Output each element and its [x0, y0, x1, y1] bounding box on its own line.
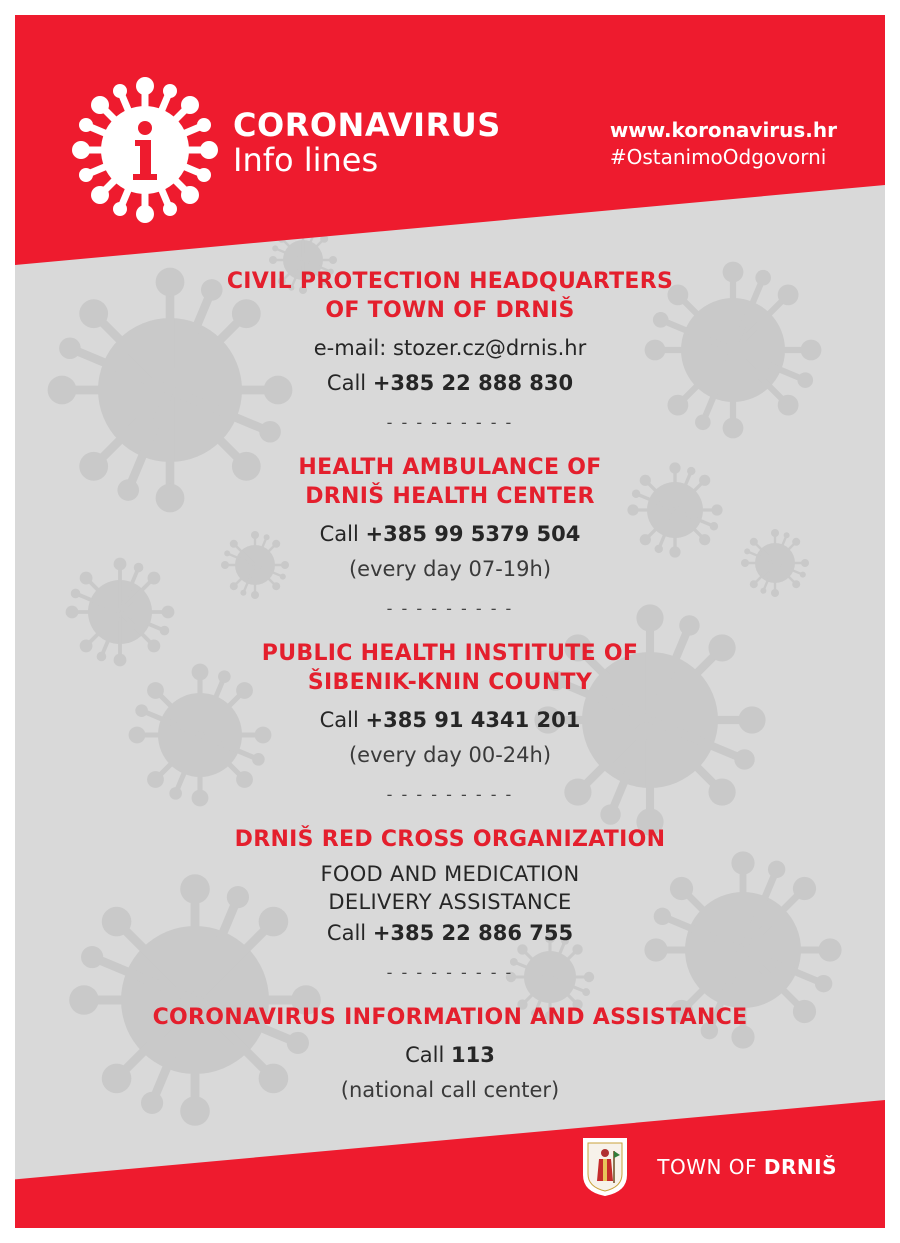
section-heading: DRNIŠ RED CROSS ORGANIZATION: [234, 827, 666, 852]
section-civil-protection: [15, 267, 885, 401]
phone-number[interactable]: +385 91 4341 201: [365, 708, 581, 732]
section-health-ambulance: [15, 453, 885, 587]
poster: [15, 15, 885, 1228]
section-public-health: [15, 639, 885, 773]
separator: - - - - - - - - -: [386, 413, 514, 432]
hashtag: #OstanimoOdgovorni: [609, 145, 827, 169]
call-line: [15, 517, 885, 552]
hours-note: (every day 07-19h): [348, 557, 552, 581]
email-link[interactable]: stozer.cz@drnis.hr: [393, 336, 587, 360]
email-label: e-mail:: [313, 336, 387, 360]
town-label: [657, 1155, 837, 1179]
separator: - - - - - - - - -: [386, 599, 514, 618]
phone-number[interactable]: 113: [451, 1043, 495, 1067]
call-line: [15, 916, 885, 951]
call-label: Call: [326, 371, 367, 395]
call-label: Call: [319, 522, 359, 546]
phone-number[interactable]: +385 22 886 755: [372, 921, 574, 945]
brand: [233, 107, 501, 177]
section-heading: HEALTH AMBULANCE OF: [298, 455, 602, 480]
service-description: FOOD AND MEDICATION: [320, 862, 580, 886]
call-center-note: (national call center): [340, 1078, 560, 1102]
service-description: DELIVERY ASSISTANCE: [328, 890, 572, 914]
hours-note: (every day 00-24h): [348, 743, 552, 767]
email-line: [15, 331, 885, 366]
section-national-info: [15, 1003, 885, 1108]
phone-number[interactable]: +385 22 888 830: [372, 371, 574, 395]
section-heading: ŠIBENIK-KNIN COUNTY: [307, 670, 593, 695]
brand-subtitle: Info lines: [233, 141, 379, 179]
call-line: [15, 366, 885, 401]
call-label: Call: [405, 1043, 445, 1067]
call-line: [15, 703, 885, 738]
call-line: [15, 1038, 885, 1073]
separator: - - - - - - - - -: [386, 963, 514, 982]
section-heading: OF TOWN OF DRNIŠ: [325, 298, 575, 323]
website-link[interactable]: www.koronavirus.hr: [609, 118, 837, 142]
call-label: Call: [326, 921, 367, 945]
town-crest-icon: [582, 1137, 628, 1197]
section-heading: PUBLIC HEALTH INSTITUTE OF: [261, 641, 639, 666]
section-heading: CIVIL PROTECTION HEADQUARTERS: [226, 269, 674, 294]
info-virus-icon: [70, 75, 220, 225]
section-red-cross: [15, 825, 885, 951]
separator: - - - - - - - - -: [386, 785, 514, 804]
header-links: [610, 117, 837, 171]
call-label: Call: [319, 708, 359, 732]
section-heading: CORONAVIRUS INFORMATION AND ASSISTANCE: [152, 1005, 748, 1030]
town-name: DRNIŠ: [763, 1155, 837, 1179]
town-prefix: TOWN OF: [657, 1155, 758, 1179]
brand-title: CORONAVIRUS: [233, 106, 501, 144]
phone-number[interactable]: +385 99 5379 504: [365, 522, 581, 546]
info-lines: [15, 267, 885, 1108]
section-heading: DRNIŠ HEALTH CENTER: [305, 484, 595, 509]
